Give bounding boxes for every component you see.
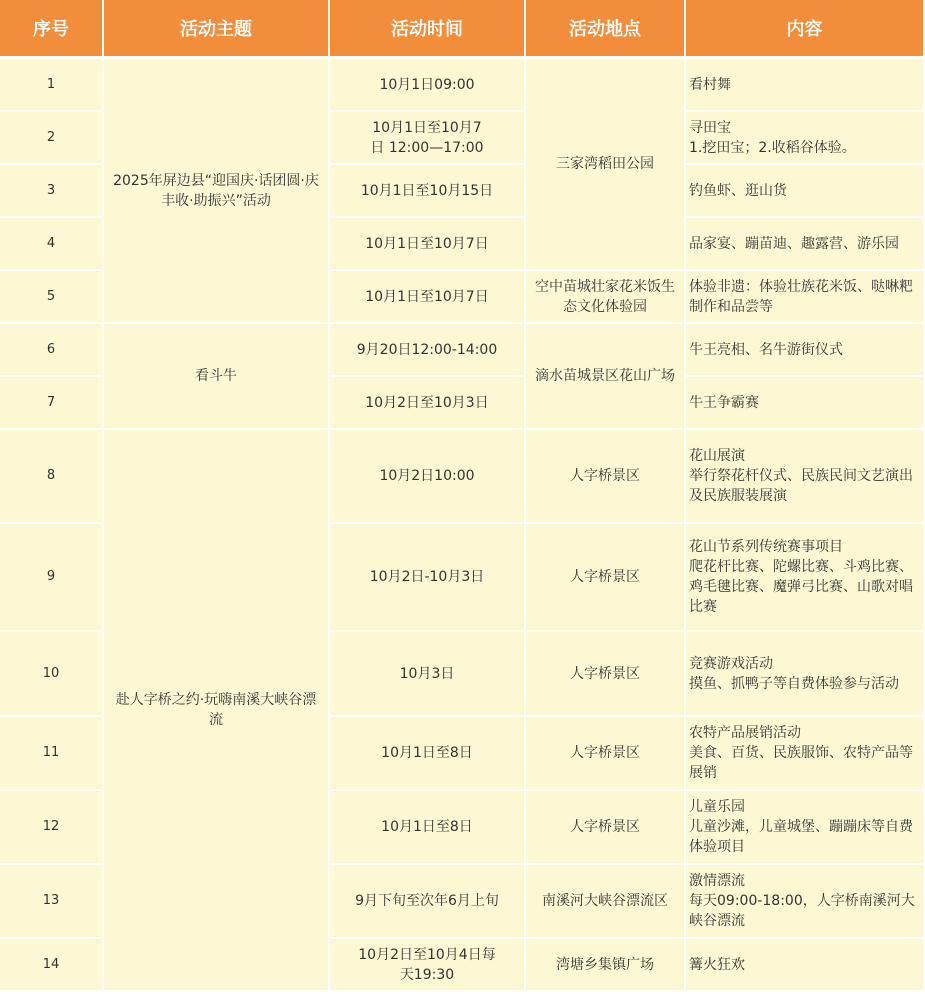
content-cell — [686, 524, 925, 632]
content-line: 钓鱼虾、逛山货 — [689, 182, 787, 199]
content-cell — [686, 632, 925, 717]
place-cell: 三家湾稻田公园 — [526, 59, 686, 271]
content-cell — [686, 112, 925, 165]
row-number: 7 — [0, 377, 104, 430]
content-line: 儿童沙滩，儿童城堡、蹦蹦床等自费体验项目 — [689, 819, 913, 855]
time-cell: 10月2日-10月3日 — [330, 524, 526, 632]
place-cell: 人字桥景区 — [526, 524, 686, 632]
content-line: 篝火狂欢 — [689, 956, 745, 973]
header-row — [0, 0, 925, 59]
time-cell: 9月下旬至次年6月上旬 — [330, 865, 526, 939]
row-number: 6 — [0, 324, 104, 377]
time-cell: 10月2日至10月3日 — [330, 377, 526, 430]
time-cell: 10月2日至10月4日每天19:30 — [330, 939, 526, 992]
content-line: 美食、百货、民族服饰、农特产品等展销 — [689, 745, 913, 781]
content-line: 看村舞 — [689, 76, 731, 93]
row-number: 13 — [0, 865, 104, 939]
content-cell — [686, 218, 925, 271]
content-cell — [686, 324, 925, 377]
content-line: 举行祭花杆仪式、民族民间文艺演出及民族服装展演 — [689, 468, 913, 504]
table-row — [0, 324, 925, 377]
content-cell — [686, 377, 925, 430]
row-number: 3 — [0, 165, 104, 218]
content-line: 激情漂流 — [689, 873, 745, 889]
content-cell — [686, 865, 925, 939]
content-line: 竞赛游戏活动 — [689, 655, 773, 672]
theme-cell: 看斗牛 — [104, 324, 330, 430]
content-cell — [686, 939, 925, 992]
header-no: 序号 — [0, 0, 104, 59]
theme-cell: 赴人字桥之约·玩嗨南溪大峡谷漂流 — [104, 430, 330, 992]
content-line: 牛王亮相、名牛游街仪式 — [689, 341, 843, 358]
theme-cell: 2025年屏边县“迎国庆·话团圆·庆丰收·助振兴”活动 — [104, 59, 330, 324]
time-cell: 10月1日至10月15日 — [330, 165, 526, 218]
place-cell: 滴水苗城景区花山广场 — [526, 324, 686, 430]
place-cell: 湾塘乡集镇广场 — [526, 939, 686, 992]
place-cell: 空中苗城壮家花米饭生态文化体验园 — [526, 271, 686, 324]
row-number: 2 — [0, 112, 104, 165]
content-cell — [686, 430, 925, 524]
time-cell: 10月2日10:00 — [330, 430, 526, 524]
content-line: 摸鱼、抓鸭子等自费体验参与活动 — [689, 675, 899, 692]
time-cell: 9月20日12:00-14:00 — [330, 324, 526, 377]
content-line: 1.挖田宝；2.收稻谷体验。 — [689, 139, 856, 156]
row-number: 8 — [0, 430, 104, 524]
place-cell: 南溪河大峡谷漂流区 — [526, 865, 686, 939]
header-time: 活动时间 — [330, 0, 526, 59]
content-cell — [686, 59, 925, 112]
time-cell: 10月1日09:00 — [330, 59, 526, 112]
content-cell — [686, 791, 925, 865]
row-number: 11 — [0, 717, 104, 791]
content-cell — [686, 271, 925, 324]
content-cell — [686, 165, 925, 218]
content-line: 花山展演 — [689, 448, 745, 464]
place-cell: 人字桥景区 — [526, 430, 686, 524]
content-line: 体验非遗：体验壮族花米饭、哒啉粑制作和品尝等 — [689, 278, 913, 315]
row-number: 14 — [0, 939, 104, 992]
time-cell: 10月1日至8日 — [330, 791, 526, 865]
content-line: 爬花杆比赛、陀螺比赛、斗鸡比赛、鸡毛毽比赛、魔弹弓比赛、山歌对唱比赛 — [689, 559, 913, 615]
row-number: 1 — [0, 59, 104, 112]
content-line: 儿童乐园 — [689, 799, 745, 815]
place-cell: 人字桥景区 — [526, 791, 686, 865]
time-cell: 10月1日至10月7日 — [330, 271, 526, 324]
place-cell: 人字桥景区 — [526, 717, 686, 791]
row-number: 4 — [0, 218, 104, 271]
time-cell: 10月3日 — [330, 632, 526, 717]
row-number: 9 — [0, 524, 104, 632]
content-line: 每天09:00-18:00，人字桥南溪河大峡谷漂流 — [689, 893, 915, 929]
header-theme: 活动主题 — [104, 0, 330, 59]
table-row — [0, 59, 925, 112]
time-cell: 10月1日至10月7日 12:00—17:00 — [330, 112, 526, 165]
header-content: 内容 — [686, 0, 925, 59]
content-line: 品家宴、蹦苗迪、趣露营、游乐园 — [689, 235, 899, 252]
time-cell: 10月1日至8日 — [330, 717, 526, 791]
content-line: 牛王争霸赛 — [689, 394, 759, 411]
content-line: 农特产品展销活动 — [689, 725, 801, 741]
table-row — [0, 430, 925, 524]
row-number: 12 — [0, 791, 104, 865]
time-cell: 10月1日至10月7日 — [330, 218, 526, 271]
header-place: 活动地点 — [526, 0, 686, 59]
place-cell: 人字桥景区 — [526, 632, 686, 717]
content-cell — [686, 717, 925, 791]
content-line: 寻田宝 — [689, 119, 731, 136]
row-number: 5 — [0, 271, 104, 324]
content-line: 花山节系列传统赛事项目 — [689, 539, 843, 555]
row-number: 10 — [0, 632, 104, 717]
